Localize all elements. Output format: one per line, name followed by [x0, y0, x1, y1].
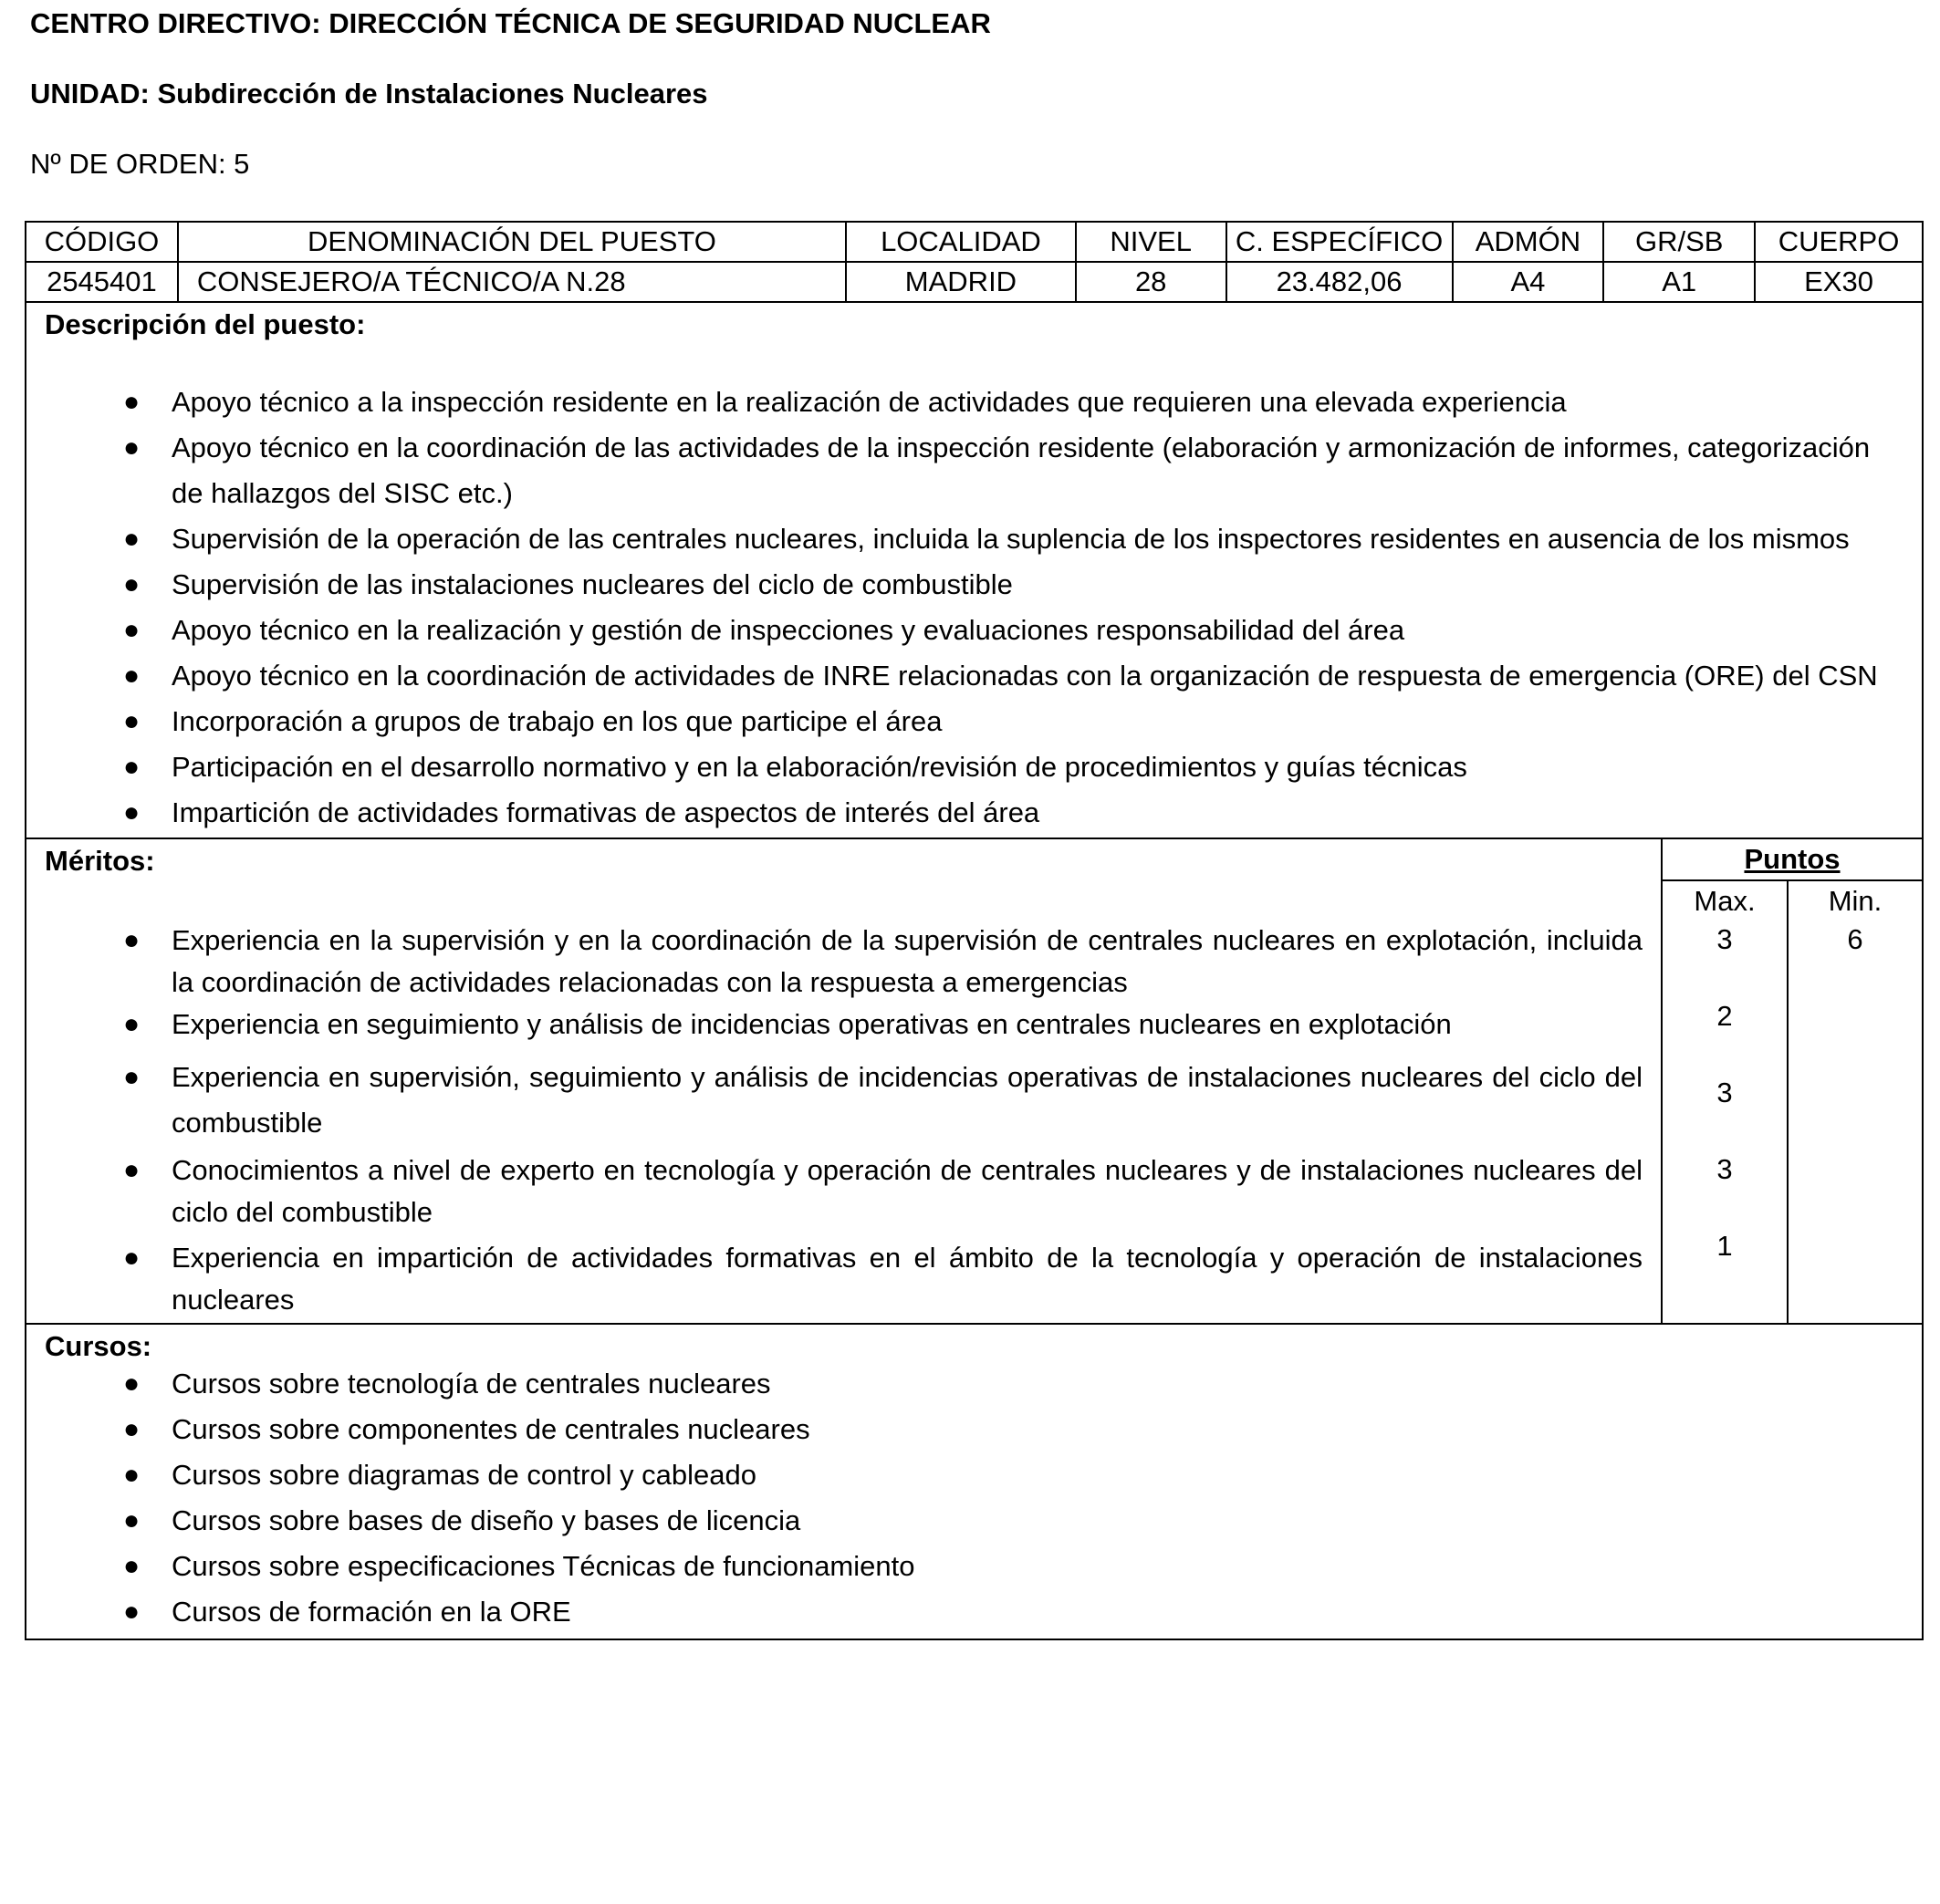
column-header-cuerpo: CUERPO	[1755, 222, 1923, 262]
list-item-text: Experiencia en seguimiento y análisis de incidencias operativas en centrales nucleares en explotación	[172, 1008, 1452, 1040]
bullet-icon: ●	[122, 925, 141, 955]
list-item	[26, 744, 1922, 790]
list-item	[26, 1452, 1922, 1498]
bullet-icon: ●	[122, 1368, 141, 1399]
list-item-text: Impartición de actividades formativas de aspectos de interés del área	[172, 796, 1040, 828]
min-header: Min.	[1828, 885, 1883, 917]
list-item-text: Cursos sobre bases de diseño y bases de licencia	[172, 1504, 801, 1536]
list-item	[26, 920, 1661, 1004]
list-item-text: Apoyo técnico a la inspección residente en la realización de actividades que requieren una elevada experiencia	[172, 386, 1567, 418]
bullet-icon: ●	[122, 524, 141, 554]
cell-denominacion: CONSEJERO/A TÉCNICO/A N.28	[178, 262, 846, 302]
meritos-title: Méritos:	[45, 845, 155, 877]
column-header-localidad: LOCALIDAD	[846, 222, 1076, 262]
column-header-codigo: CÓDIGO	[26, 222, 178, 262]
max-value: 1	[1716, 1230, 1733, 1262]
list-item-text: Supervisión de la operación de las centrales nucleares, incluida la suplencia de los inspectores residentes en ausencia de los mismos	[172, 523, 1850, 555]
list-item-text: Cursos sobre componentes de centrales nucleares	[172, 1413, 810, 1445]
list-item-text: Cursos sobre tecnología de centrales nucleares	[172, 1368, 771, 1399]
bullet-icon: ●	[122, 1243, 141, 1273]
meritos-row	[26, 838, 1923, 1324]
list-item-text: Apoyo técnico en la realización y gestión de inspecciones y evaluaciones responsabilidad del área	[172, 614, 1405, 646]
max-value: 3	[1716, 1153, 1733, 1185]
bullet-icon: ●	[122, 432, 141, 463]
list-item	[26, 562, 1922, 608]
max-value: 3	[1716, 1077, 1733, 1108]
cell-codigo: 2545401	[26, 262, 178, 302]
bullet-icon: ●	[122, 1155, 141, 1185]
list-item	[26, 380, 1922, 425]
max-value: 2	[1716, 1000, 1733, 1032]
meritos-table	[26, 839, 1922, 1323]
bullet-icon: ●	[122, 797, 141, 827]
list-item	[26, 653, 1922, 699]
bullet-icon: ●	[122, 1505, 141, 1535]
bullet-icon: ●	[122, 706, 141, 736]
list-item-text: Supervisión de las instalaciones nucleares del ciclo de combustible	[172, 568, 1013, 600]
cell-especifico: 23.482,06	[1226, 262, 1453, 302]
list-item	[26, 425, 1922, 516]
list-item-text: Apoyo técnico en la coordinación de las actividades de la inspección residente (elaboración y armonización de informes, categorización de hallazgos del SISC etc.)	[172, 432, 1871, 509]
list-item	[26, 516, 1922, 562]
bullet-icon: ●	[122, 1597, 141, 1627]
meritos-list	[26, 920, 1661, 1321]
min-values-column	[1788, 921, 1922, 1323]
list-item	[26, 1361, 1922, 1407]
bullet-icon: ●	[122, 615, 141, 645]
bullet-icon: ●	[122, 661, 141, 691]
column-header-grsb: GR/SB	[1603, 222, 1755, 262]
cell-localidad: MADRID	[846, 262, 1076, 302]
list-item	[26, 1237, 1661, 1321]
list-item-text: Participación en el desarrollo normativo y en la elaboración/revisión de procedimientos y guías técnicas	[172, 751, 1467, 783]
cursos-title: Cursos:	[45, 1330, 152, 1362]
list-item-text: Experiencia en impartición de actividades formativas en el ámbito de la tecnología y operación de instalaciones nucleares	[172, 1242, 1643, 1316]
meritos-section	[26, 838, 1923, 1324]
cursos-section	[26, 1324, 1923, 1639]
list-item	[26, 1004, 1661, 1046]
descripcion-title: Descripción del puesto:	[45, 308, 366, 340]
bullet-icon: ●	[122, 1460, 141, 1490]
list-item-text: Cursos de formación en la ORE	[172, 1596, 571, 1628]
list-item	[26, 1055, 1661, 1146]
list-item	[26, 790, 1922, 836]
list-item-text: Conocimientos a nivel de experto en tecnología y operación de centrales nucleares y de instalaciones nucleares del ciclo del combustible	[172, 1154, 1643, 1228]
list-item	[26, 1589, 1922, 1635]
list-item	[26, 1407, 1922, 1452]
column-header-admon: ADMÓN	[1453, 222, 1604, 262]
cell-cuerpo: EX30	[1755, 262, 1923, 302]
centro-directivo-heading: CENTRO DIRECTIVO: DIRECCIÓN TÉCNICA DE SEGURIDAD NUCLEAR	[30, 7, 991, 39]
descripcion-section	[26, 302, 1923, 838]
descripcion-row	[26, 302, 1923, 838]
puntos-header: Puntos	[1662, 839, 1922, 880]
unidad-heading: UNIDAD: Subdirección de Instalaciones Nucleares	[30, 78, 708, 109]
max-values-column	[1662, 921, 1788, 1323]
column-header-denominacion: DENOMINACIÓN DEL PUESTO	[178, 222, 846, 262]
column-header-especifico: C. ESPECÍFICO	[1226, 222, 1453, 262]
job-post-table	[25, 221, 1924, 1640]
bullet-icon: ●	[122, 1062, 141, 1092]
cell-nivel: 28	[1076, 262, 1226, 302]
bullet-icon: ●	[122, 1551, 141, 1581]
bullet-icon: ●	[122, 1414, 141, 1444]
min-value: 6	[1847, 923, 1863, 955]
list-item-text: Experiencia en la supervisión y en la coordinación de la supervisión de centrales nucleares en explotación, incluida la coordinación de actividades relacionadas con la respuesta a emergencias	[172, 924, 1643, 998]
column-header-nivel: NIVEL	[1076, 222, 1226, 262]
list-item-text: Experiencia en supervisión, seguimiento y análisis de incidencias operativas de instalaciones nucleares del ciclo del combustible	[172, 1061, 1643, 1139]
list-item	[26, 1544, 1922, 1589]
descripcion-list	[26, 380, 1922, 836]
meritos-text-cell	[26, 839, 1662, 1323]
bullet-icon: ●	[122, 1009, 141, 1039]
table-header-row	[26, 222, 1923, 262]
list-item-text: Incorporación a grupos de trabajo en los que participe el área	[172, 705, 943, 737]
cursos-list	[26, 1361, 1922, 1635]
list-item	[26, 699, 1922, 744]
max-header: Max.	[1662, 880, 1788, 921]
list-item-text: Cursos sobre especificaciones Técnicas de funcionamiento	[172, 1550, 915, 1582]
bullet-icon: ●	[122, 752, 141, 782]
cell-grsb: A1	[1603, 262, 1755, 302]
orden-number: Nº DE ORDEN: 5	[30, 148, 250, 180]
list-item-text: Cursos sobre diagramas de control y cableado	[172, 1459, 757, 1491]
cell-admon: A4	[1453, 262, 1604, 302]
cursos-row	[26, 1324, 1923, 1639]
list-item	[26, 608, 1922, 653]
list-item	[26, 1498, 1922, 1544]
max-value: 3	[1716, 923, 1733, 955]
table-row	[26, 262, 1923, 302]
list-item	[26, 1150, 1661, 1233]
bullet-icon: ●	[122, 387, 141, 417]
list-item-text: Apoyo técnico en la coordinación de actividades de INRE relacionadas con la organización de respuesta de emergencia (ORE) del CSN	[172, 660, 1878, 692]
bullet-icon: ●	[122, 569, 141, 599]
